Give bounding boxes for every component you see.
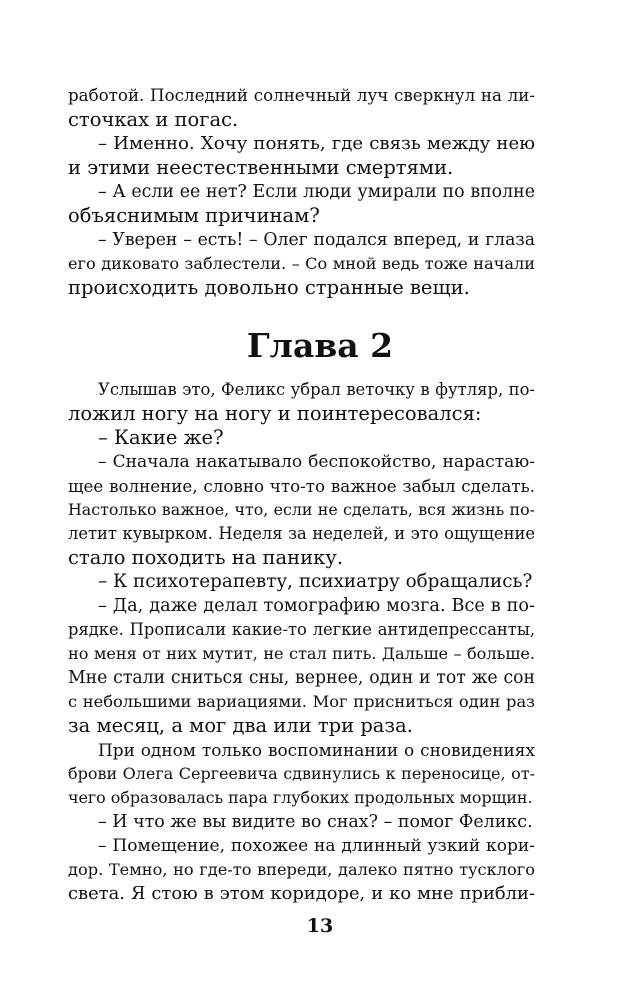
text-line: стало походить на панику. — [68, 546, 344, 569]
text-line: чего образовалась пара глубоких продольных морщин. — [68, 788, 533, 807]
text-line: – И что же вы видите во снах? – помог Феликс. — [98, 812, 533, 832]
text-line: – К психотерапевту, психиатру обращались? — [98, 571, 533, 592]
text-line: Настолько важное, что, если не сделать, вся жизнь по- — [68, 500, 535, 519]
text-line: При одном только воспоминании о сновидениях — [98, 740, 535, 760]
text-line: – Помещение, похожее на длинный узкий кори- — [98, 836, 535, 856]
text-line: дор. Темно, но где-то впереди, далеко пятно тусклого — [68, 860, 535, 879]
text-line: – Сначала накатывало беспокойство, нарастаю- — [98, 452, 535, 472]
text-line: – Уверен – есть! – Олег подался вперед, и глаза — [98, 230, 535, 250]
text-line: – А если ее нет? Если люди умирали по вполне — [98, 182, 535, 202]
text-line: с небольшими вариациями. Мог присниться один раз — [68, 692, 535, 711]
text-line: – Какие же? — [98, 426, 224, 449]
text-line: рядке. Прописали какие-то легкие антидепрессанты, — [68, 620, 535, 639]
text-line: щее волнение, словно что-то важное забыл сделать. — [68, 476, 535, 496]
text-line: его диковато заблестели. – Со мной ведь тоже начали — [68, 254, 535, 273]
text-line: – Да, даже делал томографию мозга. Все в по- — [98, 596, 535, 616]
chapter-title: Глава 2 — [246, 326, 394, 365]
text-line: – Именно. Хочу понять, где связь между нею — [98, 133, 535, 154]
text-line: происходить довольно странные вещи. — [68, 276, 470, 299]
text-line: света. Я стою в этом коридоре, и ко мне прибли- — [68, 883, 535, 904]
text-line: объяснимым причинам? — [68, 204, 320, 227]
text-line: за месяц, а мог два или три раза. — [68, 714, 413, 737]
text-line: летит кувырком. Неделя за неделей, и это ощущение — [68, 524, 535, 543]
text-line: Услышав это, Феликс убрал веточку в футляр, по- — [98, 380, 535, 399]
text-line: ложил ногу на ногу и поинтересовался: — [68, 402, 482, 425]
text-line: и этими неестественными смертями. — [68, 156, 454, 179]
page-number: 13 — [306, 915, 334, 937]
text-line: но меня от них мутит, не стал пить. Дальше – больше. — [68, 644, 535, 663]
text-line: работой. Последний солнечный луч сверкнул на ли- — [68, 86, 535, 105]
text-line: брови Олега Сергеевича сдвинулись к переносице, от- — [68, 764, 535, 783]
text-line: Мне стали сниться сны, вернее, один и тот же сон — [68, 668, 535, 688]
text-line: сточках и погас. — [68, 108, 239, 131]
